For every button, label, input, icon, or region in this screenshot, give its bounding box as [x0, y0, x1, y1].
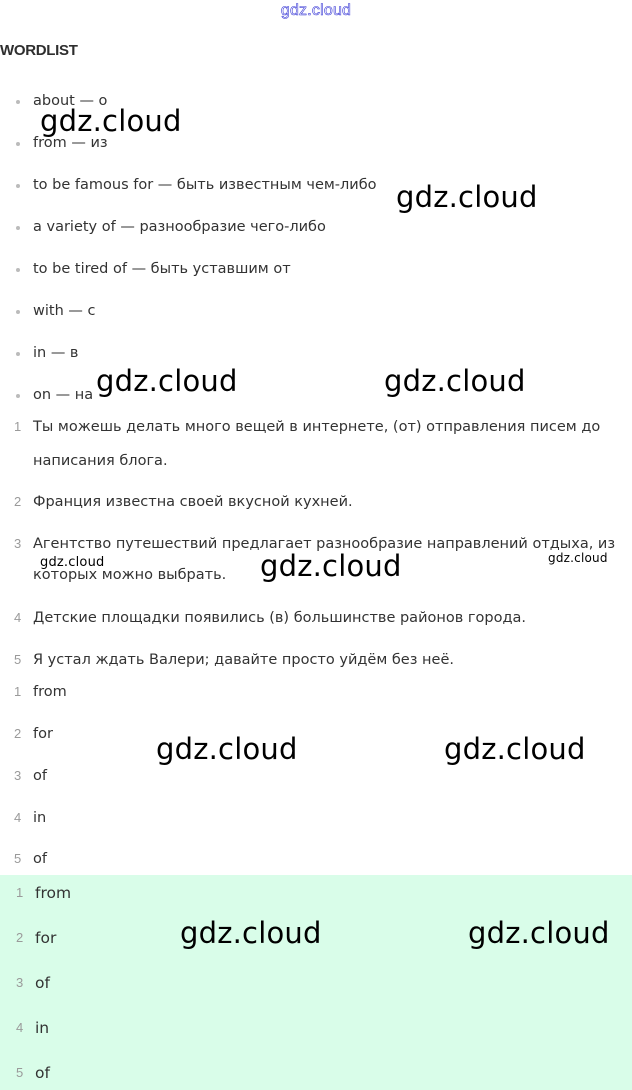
wordlist-title: WORDLIST [0, 42, 78, 59]
sentence-number: 5 [14, 652, 22, 667]
answer-number: 4 [16, 1020, 24, 1035]
sentence-line: Ты можешь делать много вещей в интернете, (от) отправления писем до [33, 419, 601, 435]
watermark: gdz.cloud [156, 732, 298, 766]
bullet-icon [16, 394, 20, 398]
sentence-number: 4 [14, 610, 22, 625]
wordlist-item-text: on — на [33, 387, 94, 403]
sentence-line: Франция известна своей вкусной кухней. [33, 494, 353, 510]
wordlist-item-text: in — в [33, 345, 79, 361]
wordlist-item-text: about — о [33, 93, 108, 109]
sentence-item [14, 485, 631, 519]
watermark: gdz.cloud [96, 364, 238, 398]
wordlist-item-text: with — с [33, 303, 96, 319]
wordlist-item [33, 303, 95, 319]
answer-number: 5 [14, 851, 22, 866]
answer-number: 3 [16, 975, 24, 990]
wordlist-item [33, 261, 291, 277]
answer-text: of [35, 1064, 50, 1082]
bullet-icon [16, 142, 20, 146]
wordlist-item-text: to be tired of — быть уставшим от [33, 261, 291, 277]
answer-text: of [35, 974, 50, 992]
sentence-number: 3 [14, 536, 22, 551]
answer-number: 2 [16, 930, 24, 945]
watermark: gdz.cloud [260, 549, 402, 583]
sentence-line: которых можно выбрать. [33, 567, 227, 583]
sentence-item [14, 643, 631, 677]
sentence-number: 1 [14, 419, 22, 434]
answer-text: in [35, 1019, 50, 1037]
answer-number: 1 [14, 684, 22, 699]
sentence-line: написания блога. [33, 453, 168, 469]
bullet-icon [16, 310, 20, 314]
answer-text: from [35, 884, 72, 902]
watermark: gdz.cloud [468, 916, 610, 950]
answer-text: for [35, 929, 57, 947]
answer-text: of [33, 768, 47, 784]
sentence-line: Я устал ждать Валери; давайте просто уйдём без неё. [33, 652, 454, 668]
bullet-icon [16, 184, 20, 188]
watermark: gdz.cloud [180, 916, 322, 950]
wordlist-item-text: from — из [33, 135, 108, 151]
highlighted-answer-item [16, 929, 57, 947]
wordlist-item [33, 345, 78, 361]
bullet-icon [16, 352, 20, 356]
answer-text: of [33, 851, 47, 867]
watermark: gdz.cloud [384, 364, 526, 398]
bullet-icon [16, 268, 20, 272]
highlighted-answers-box [0, 875, 632, 1090]
bullet-icon [16, 100, 20, 104]
wordlist-item [33, 387, 93, 403]
answer-text: for [33, 726, 53, 742]
answer-item [14, 851, 47, 867]
answer-item [14, 768, 47, 784]
sentence-line: Детские площадки появились (в) большинстве районов города. [33, 610, 526, 626]
answer-number: 3 [14, 768, 22, 783]
sentence-item [14, 410, 631, 478]
sentence-number: 2 [14, 494, 22, 509]
wordlist-item [33, 219, 326, 235]
site-logo-text[interactable]: gdz.cloud [280, 2, 352, 19]
watermark: gdz.cloud [40, 104, 182, 138]
watermark: gdz.cloud [444, 732, 586, 766]
answer-number: 2 [14, 726, 22, 741]
sentence-line: Агентство путешествий предлагает разнообразие направлений отдыха, из [33, 536, 616, 552]
answer-item [14, 810, 47, 826]
wordlist-item-text: a variety of — разнообразие чего-либо [33, 219, 326, 235]
answer-item [14, 684, 67, 700]
wordlist-item-text: to be famous for — быть известным чем-либо [33, 177, 377, 193]
answer-text: in [33, 810, 47, 826]
watermark: gdz.cloud [548, 551, 608, 565]
watermark: gdz.cloud [40, 555, 105, 570]
watermark: gdz.cloud [396, 180, 538, 214]
highlighted-answer-item [16, 1019, 50, 1037]
bullet-icon [16, 226, 20, 230]
wordlist-item [33, 177, 377, 193]
answer-number: 5 [16, 1065, 24, 1080]
highlighted-answer-item [16, 974, 50, 992]
answer-number: 1 [16, 885, 24, 900]
answer-number: 4 [14, 810, 22, 825]
highlighted-answer-item [16, 884, 72, 902]
highlighted-answer-item [16, 1064, 50, 1082]
answer-text: from [33, 684, 67, 700]
sentence-item [14, 601, 631, 635]
answer-item [14, 726, 53, 742]
